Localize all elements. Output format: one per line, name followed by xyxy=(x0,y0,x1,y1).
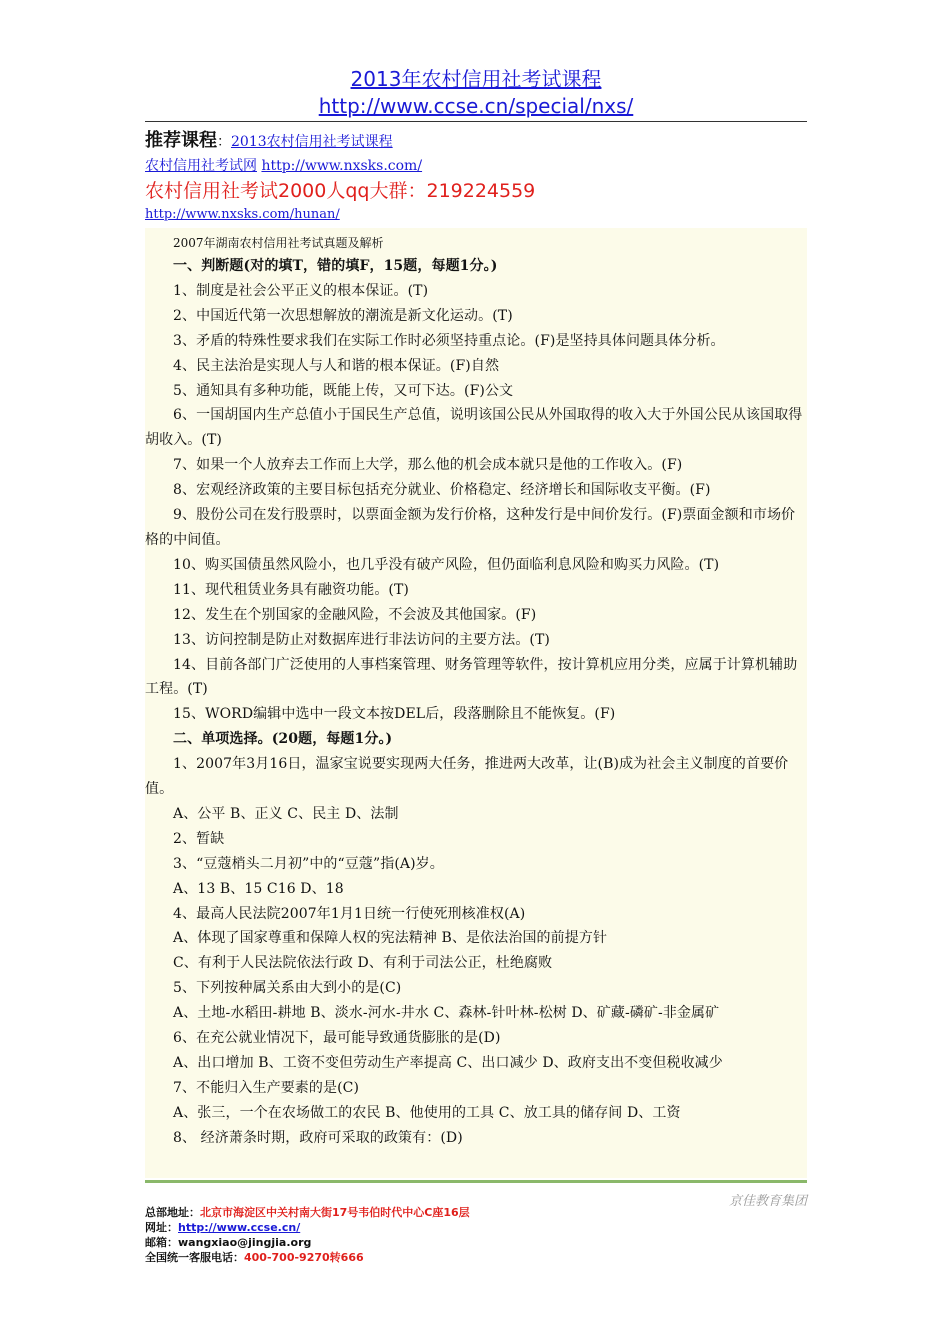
recommend-label: 推荐课程 xyxy=(145,130,217,151)
header-divider xyxy=(145,121,807,122)
address-value: 北京市海淀区中关村南大街17号韦伯时代中心C座16层 xyxy=(200,1206,470,1219)
paragraph: A、出口增加 B、工资不变但劳动生产率提高 C、出口减少 D、政府支出不变但税收减少 xyxy=(173,1055,723,1071)
paragraph: 6、一国胡国内生产总值小于国民生产总值，说明该国公民从外国取得的收入大于外国公民从该国取得胡收入。(T) xyxy=(145,407,803,449)
header-title-link[interactable]: 2013年农村信用社考试课程 xyxy=(350,67,602,91)
promo-block xyxy=(145,128,807,225)
paragraph: 4、最高人民法院2007年1月1日统一行使死刑核准权(A) xyxy=(173,905,526,922)
paragraph: C、有利于人民法院依法行政 D、有利于司法公正，杜绝腐败 xyxy=(173,955,553,972)
paragraph: 7、如果一个人放弃去工作而上大学，那么他的机会成本就只是他的工作收入。(F) xyxy=(173,457,683,474)
paragraph: 3、矛盾的特殊性要求我们在实际工作时必须坚持重点论。(F)是坚持具体问题具体分析。 xyxy=(173,332,725,349)
paragraph-list xyxy=(145,254,807,1151)
paragraph: 6、在充公就业情况下，最可能导致通货膨胀的是(D) xyxy=(173,1030,501,1047)
footer-website xyxy=(145,1220,470,1235)
site-url-link[interactable]: http://www.nxsks.com/ xyxy=(261,158,423,174)
email-label: 邮箱： xyxy=(145,1236,178,1249)
footer-brand: 京佳教育集团 xyxy=(728,1194,807,1209)
paragraph: 8、宏观经济政策的主要目标包括充分就业、价格稳定、经济增长和国际收支平衡。(F) xyxy=(173,482,711,499)
page-header xyxy=(145,66,807,120)
paragraph: 9、股份公司在发行股票时，以票面金额为发行价格，这种发行是中间价发行。(F)票面金额和市场价格的中间值。 xyxy=(145,507,796,548)
paragraph: 7、不能归入生产要素的是(C) xyxy=(173,1079,360,1096)
document-body xyxy=(145,228,807,1178)
qq-group-line: 农村信用社考试2000人qq大群：219224559 xyxy=(145,180,536,202)
footer-address xyxy=(145,1205,470,1220)
email-value: wangxiao@jingjia.org xyxy=(178,1236,312,1249)
paragraph: 12、发生在个别国家的金融风险，不会波及其他国家。(F) xyxy=(173,606,537,623)
hunan-line xyxy=(145,205,807,225)
website-label: 网址： xyxy=(145,1221,178,1234)
paragraph: A、体现了国家尊重和保障人权的宪法精神 B、是依法治国的前提方针 xyxy=(173,930,608,947)
paragraph: 2、暂缺 xyxy=(173,830,225,847)
paragraph: 11、现代租赁业务具有融资功能。(T) xyxy=(173,581,409,598)
paragraph: A、公平 B、正义 C、民主 D、法制 xyxy=(173,805,399,822)
footer-divider xyxy=(145,1180,807,1183)
paragraph: 13、访问控制是防止对数据库进行非法访问的主要方法。(T) xyxy=(173,631,550,648)
header-url-link[interactable]: http://www.ccse.cn/special/nxs/ xyxy=(318,94,634,118)
paragraph: 4、民主法治是实现人与人和谐的根本保证。(F)自然 xyxy=(173,357,500,374)
phone-label: 全国统一客服电话： xyxy=(145,1251,244,1264)
page-footer xyxy=(145,1205,470,1265)
paragraph: 8、 经济萧条时期，政府可采取的政策有：(D) xyxy=(173,1129,463,1146)
paragraph: 10、购买国债虽然风险小，也几乎没有破产风险，但仍面临利息风险和购买力风险。(T) xyxy=(173,556,720,573)
recommend-course-link[interactable]: 2013农村信用社考试课程 xyxy=(231,134,393,150)
section-heading: 一、判断题(对的填T，错的填F，15题，每题1分。) xyxy=(173,258,498,274)
paragraph: 1、制度是社会公平正义的根本保证。(T) xyxy=(173,282,429,299)
site-name-link[interactable]: 农村信用社考试网 xyxy=(145,158,257,174)
paragraph: 5、下列按种属关系由大到小的是(C) xyxy=(173,980,402,997)
recommend-line xyxy=(145,128,807,155)
paragraph: A、13 B、15 C16 D、18 xyxy=(173,880,344,897)
website-link[interactable]: http://www.ccse.cn/ xyxy=(178,1221,301,1234)
paragraph: A、土地-水稻田-耕地 B、淡水-河水-井水 C、森林-针叶林-松树 D、矿藏-磷矿-非金属矿 xyxy=(173,1005,720,1022)
recommend-colon: ： xyxy=(217,134,231,150)
section-heading: 二、单项选择。(20题，每题1分。) xyxy=(173,731,393,748)
site-line xyxy=(145,155,807,177)
paragraph: 2、中国近代第一次思想解放的潮流是新文化运动。(T) xyxy=(173,307,513,324)
paragraph: 3、“豆蔻梢头二月初”中的“豆蔻”指(A)岁。 xyxy=(173,855,444,872)
paragraph: 15、WORD编辑中选中一段文本按DEL后，段落删除且不能恢复。(F) xyxy=(173,706,616,723)
document-title: 2007年湖南农村信用社考试真题及解析 xyxy=(173,236,384,250)
paragraph: A、张三，一个在农场做工的农民 B、他使用的工具 C、放工具的储存间 D、工资 xyxy=(173,1104,681,1121)
hunan-url-link[interactable]: http://www.nxsks.com/hunan/ xyxy=(145,207,340,222)
footer-email xyxy=(145,1235,470,1250)
address-label: 总部地址： xyxy=(145,1206,200,1219)
phone-value: 400-700-9270转666 xyxy=(244,1251,364,1264)
paragraph: 14、目前各部门广泛使用的人事档案管理、财务管理等软件，按计算机应用分类，应属于计算机辅助工程。(T) xyxy=(145,656,798,698)
footer-phone xyxy=(145,1250,470,1265)
paragraph: 1、2007年3月16日，温家宝说要实现两大任务，推进两大改革，让(B)成为社会主义制度的首要价值。 xyxy=(145,756,789,798)
paragraph: 5、通知具有多种功能，既能上传，又可下达。(F)公文 xyxy=(173,382,514,399)
